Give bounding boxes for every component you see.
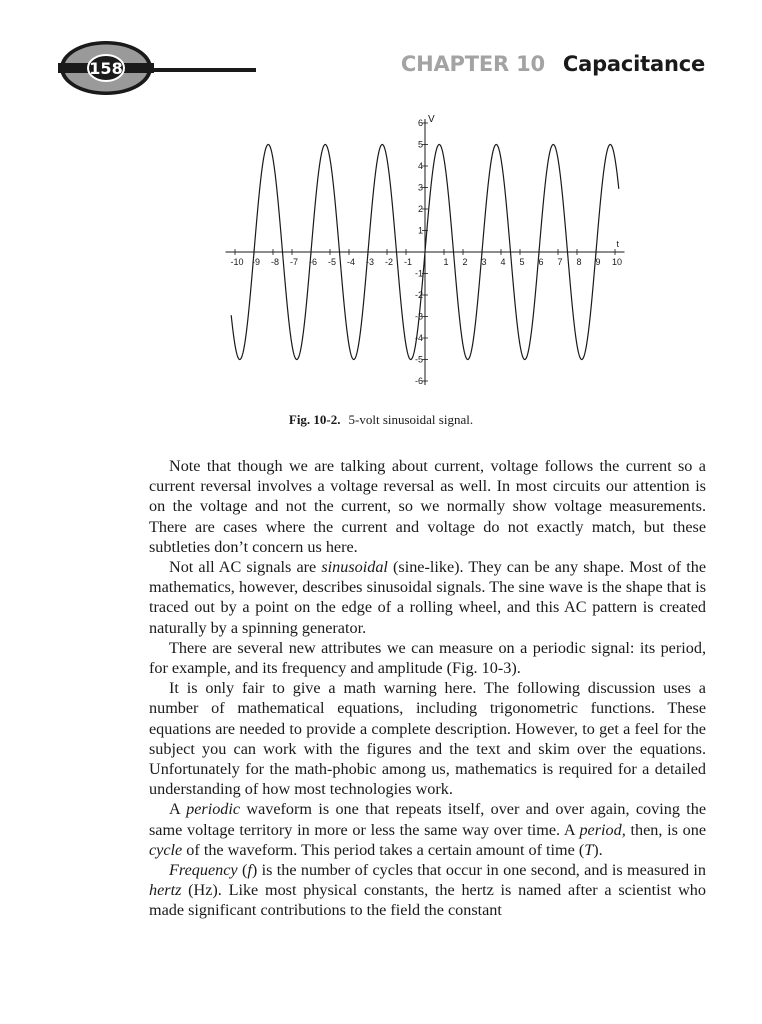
x-tick-label: 5: [519, 257, 525, 267]
chapter-title: Capacitance: [562, 52, 705, 76]
sine-wave-figure: [220, 102, 640, 402]
x-tick-label: -2: [384, 257, 394, 267]
y-axis-unit-label: V: [428, 114, 435, 125]
x-tick-label: 6: [538, 257, 544, 267]
x-tick-label: 4: [500, 257, 506, 267]
y-tick-label: 5: [417, 139, 423, 150]
symbol-T: T: [584, 840, 594, 859]
p6-text-2: ) is the number of cycles that occur in one second, and is measured in: [251, 861, 707, 880]
caption-text: 5-volt sinusoidal signal.: [348, 412, 474, 427]
p5-text-3: then, is one: [625, 820, 707, 839]
y-tick-label: -6: [414, 376, 423, 386]
x-tick-label: 1: [443, 257, 449, 267]
y-tick-label: -3: [414, 311, 423, 322]
y-tick-label: -2: [414, 290, 423, 300]
x-tick-label: -8: [270, 257, 280, 267]
y-tick-label: 4: [417, 161, 423, 171]
x-axis-unit-label: t: [616, 239, 620, 249]
p2-text-2: (sine-like). They can be any shape. Most of the mathematics, however, describes sinusoidal signals. The sine wave is the shape that is traced out by a point on the edge of a rolling wheel, and this AC pattern is created naturally by a spinning generator.: [149, 558, 706, 637]
p5-text-5: ).: [593, 840, 603, 859]
paragraph-3: There are several new attributes we can measure on a periodic signal: its period, for example, and its frequency and amplitude (Fig. 10-3).: [149, 638, 706, 678]
x-tick-label: -10: [230, 257, 244, 267]
paragraph-1: Note that though we are talking about current, voltage follows the current so a current reversal involves a voltage reversal as well. In most circuits our attention is on the voltage and not the current, so we normally show voltage measurements. There are cases where the current and voltage do not exactly match, but these subtleties don’t concern us here.: [149, 457, 706, 556]
x-tick-label: 9: [595, 257, 601, 267]
x-tick-label: -5: [327, 257, 337, 267]
y-tick-label: -1: [414, 268, 423, 279]
header-rule: [150, 68, 256, 72]
x-tick-label: 8: [576, 257, 582, 267]
y-tick-label: 6: [417, 118, 423, 128]
p6-text: (: [237, 861, 248, 880]
paragraph-2: [149, 557, 706, 638]
term-periodic: periodic: [186, 800, 241, 819]
symbol-f: f: [247, 861, 252, 880]
x-tick-label: 7: [557, 257, 563, 267]
page-number: 158: [89, 59, 123, 78]
y-tick-label: 1: [417, 225, 423, 236]
term-frequency: Frequency: [169, 861, 238, 880]
x-tick-label: -4: [346, 257, 356, 267]
y-tick-label: 2: [417, 204, 423, 214]
chapter-label: CHAPTER 10: [400, 52, 545, 76]
y-tick-label: -5: [414, 354, 423, 365]
page-number-badge: [58, 40, 154, 96]
body-text: [149, 456, 706, 921]
paragraph-5: [149, 799, 706, 860]
x-tick-label: 10: [611, 257, 623, 267]
y-tick-label: -4: [414, 333, 423, 343]
paragraph-4: It is only fair to give a math warning here. The following discussion uses a number of mathematical equations, including trigonometric functions. These equations are needed to provide a complete description. However, to get a feel for the subject you can work with the figures and the text and skim over the equations. Unfortunately for the math-phobic among us, mathematics is required for a detailed understanding of how most technologies work.: [149, 679, 706, 799]
x-tick-label: 2: [462, 257, 468, 267]
x-tick-label: -3: [365, 257, 375, 267]
term-cycle: cycle: [149, 840, 183, 859]
term-period: period,: [579, 820, 626, 839]
x-tick-label: -9: [251, 257, 261, 267]
p5-text-2: waveform is one that repeats itself, over and over again, coving the same voltage territory in more or less the same way over time. A: [149, 800, 707, 839]
y-tick-label: 3: [417, 182, 423, 193]
term-sinusoidal: sinusoidal: [321, 558, 388, 577]
paragraph-6: [149, 860, 706, 921]
p5-text: A: [169, 800, 187, 819]
x-tick-label: 3: [481, 257, 487, 267]
x-tick-label: -6: [308, 257, 318, 267]
figure-caption: [0, 412, 762, 428]
term-hertz: hertz: [149, 881, 182, 900]
p5-text-4: of the waveform. This period takes a certain amount of time (: [182, 840, 585, 859]
p2-text: Not all AC signals are: [169, 558, 322, 577]
running-head: [401, 52, 705, 76]
caption-label: Fig. 10-2.: [288, 412, 341, 427]
x-tick-label: -7: [289, 257, 299, 267]
p6-text-3: (Hz). Like most physical constants, the hertz is named after a scientist who made significant contributions to the field the constant: [149, 881, 706, 920]
x-tick-label: -1: [403, 257, 413, 267]
